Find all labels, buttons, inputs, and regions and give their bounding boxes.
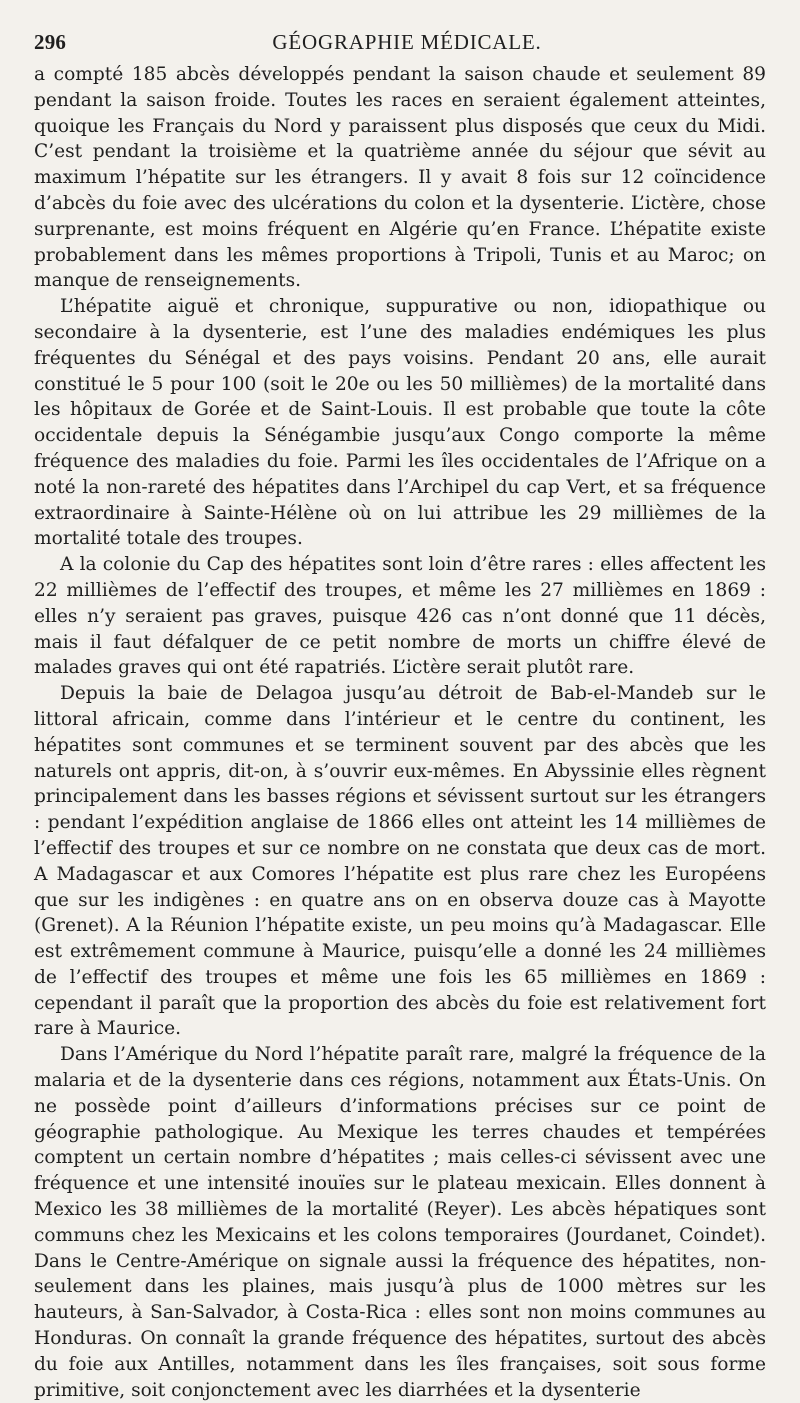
paragraph: a compté 185 abcès développés pendant la saison chaude et seulement 89 pendant la saison froide. Toutes les races en seraient également atteintes, quoique les Français du Nord y paraissent plus disposés que ceux du Midi. C’est pendant la troisième et la quatrième année du séjour que sévit au maximum l’hépatite sur les étrangers. Il y avait 8 fois sur 12 coïncidence d’abcès du foie avec des ulcérations du colon et la dysenterie. L’ictère, chose surprenante, est moins fréquent en Algérie qu’en France. L’hépatite existe probablement dans les mêmes proportions à Tripoli, Tunis et au Maroc; on manque de renseignements.: [34, 64, 766, 292]
page-header: [34, 30, 766, 58]
paragraph: L’hépatite aiguë et chronique, suppurative ou non, idiopathique ou secondaire à la dysenterie, est l’une des maladies endémiques les plus fréquentes du Sénégal et des pays voisins. Pendant 20 ans, elle aurait constitué le 5 pour 100 (soit le 20e ou les 50 millièmes) de la mortalité dans les hôpitaux de Gorée et de Saint-Louis. Il est probable que toute la côte occidentale depuis la Sénégambie jusqu’aux Congo comporte la même fréquence des maladies du foie. Parmi les îles occidentales de l’Afrique on a noté la non-rareté des hépatites dans l’Archipel du cap Vert, et sa fréquence extraordinaire à Sainte-Hélène où on lui attribue les 29 millièmes de la mortalité totale des troupes.: [34, 296, 766, 550]
page-number: 296: [34, 30, 67, 54]
running-head: GÉOGRAPHIE MÉDICALE.: [272, 30, 542, 54]
paragraph: A la colonie du Cap des hépatites sont loin d’être rares : elles affectent les 22 millièmes de l’effectif des troupes, et même les 27 millièmes en 1869 : elles n’y seraient pas graves, puisque 426 cas n’ont donné que 11 décès, mais il faut défalquer de ce petit nombre de morts un chiffre élevé de malades graves qui ont été rapatriés. L’ictère serait plutôt rare.: [34, 554, 766, 679]
paragraph: Dans l’Amérique du Nord l’hépatite paraît rare, malgré la fréquence de la malaria et de la dysenterie dans ces régions, notamment aux États-Unis. On ne possède point d’ailleurs d’informations précises sur ce point de géographie pathologique. Au Mexique les terres chaudes et tempérées comptent un certain nombre d’hépatites ; mais celles-ci sévissent avec une fréquence et une intensité inouïes sur le plateau mexicain. Elles donnent à Mexico les 38 millièmes de la mortalité (Reyer). Les abcès hépatiques sont communs chez les Mexicains et les colons temporaires (Jourdanet, Coindet). Dans le Centre-Amérique on signale aussi la fréquence des hépatites, non-seulement dans les plaines, mais jusqu’à plus de 1000 mètres sur les hauteurs, à San-Salvador, à Costa-Rica : elles sont non moins communes au Honduras. On connaît la grande fréquence des hépatites, surtout des abcès du foie aux Antilles, notamment dans les îles françaises, soit sous forme primitive, soit conjonctement avec les diarrhées et la dysenterie: [34, 1044, 766, 1401]
paragraph: Depuis la baie de Delagoa jusqu’au détroit de Bab-el-Mandeb sur le littoral africain, comme dans l’intérieur et le centre du continent, les hépatites sont communes et se terminent souvent par des abcès que les naturels ont appris, dit-on, à s’ouvrir eux-mêmes. En Abyssinie elles règnent principalement dans les basses régions et sévissent surtout sur les étrangers : pendant l’expédition anglaise de 1866 elles ont atteint les 14 millièmes de l’effectif des troupes et sur ce nombre on ne constata que deux cas de mort. A Madagascar et aux Comores l’hépatite est plus rare chez les Européens que sur les indigènes : en quatre ans on en observa douze cas à Mayotte (Grenet). A la Réunion l’hépatite existe, un peu moins qu’à Madagascar. Elle est extrêmement commune à Maurice, puisqu’elle a donné les 24 millièmes de l’effectif des troupes et même une fois les 65 millièmes en 1869 : cependant il paraît que la proportion des abcès du foie est relativement fort rare à Maurice.: [34, 683, 766, 1040]
page-body: [34, 62, 766, 1403]
